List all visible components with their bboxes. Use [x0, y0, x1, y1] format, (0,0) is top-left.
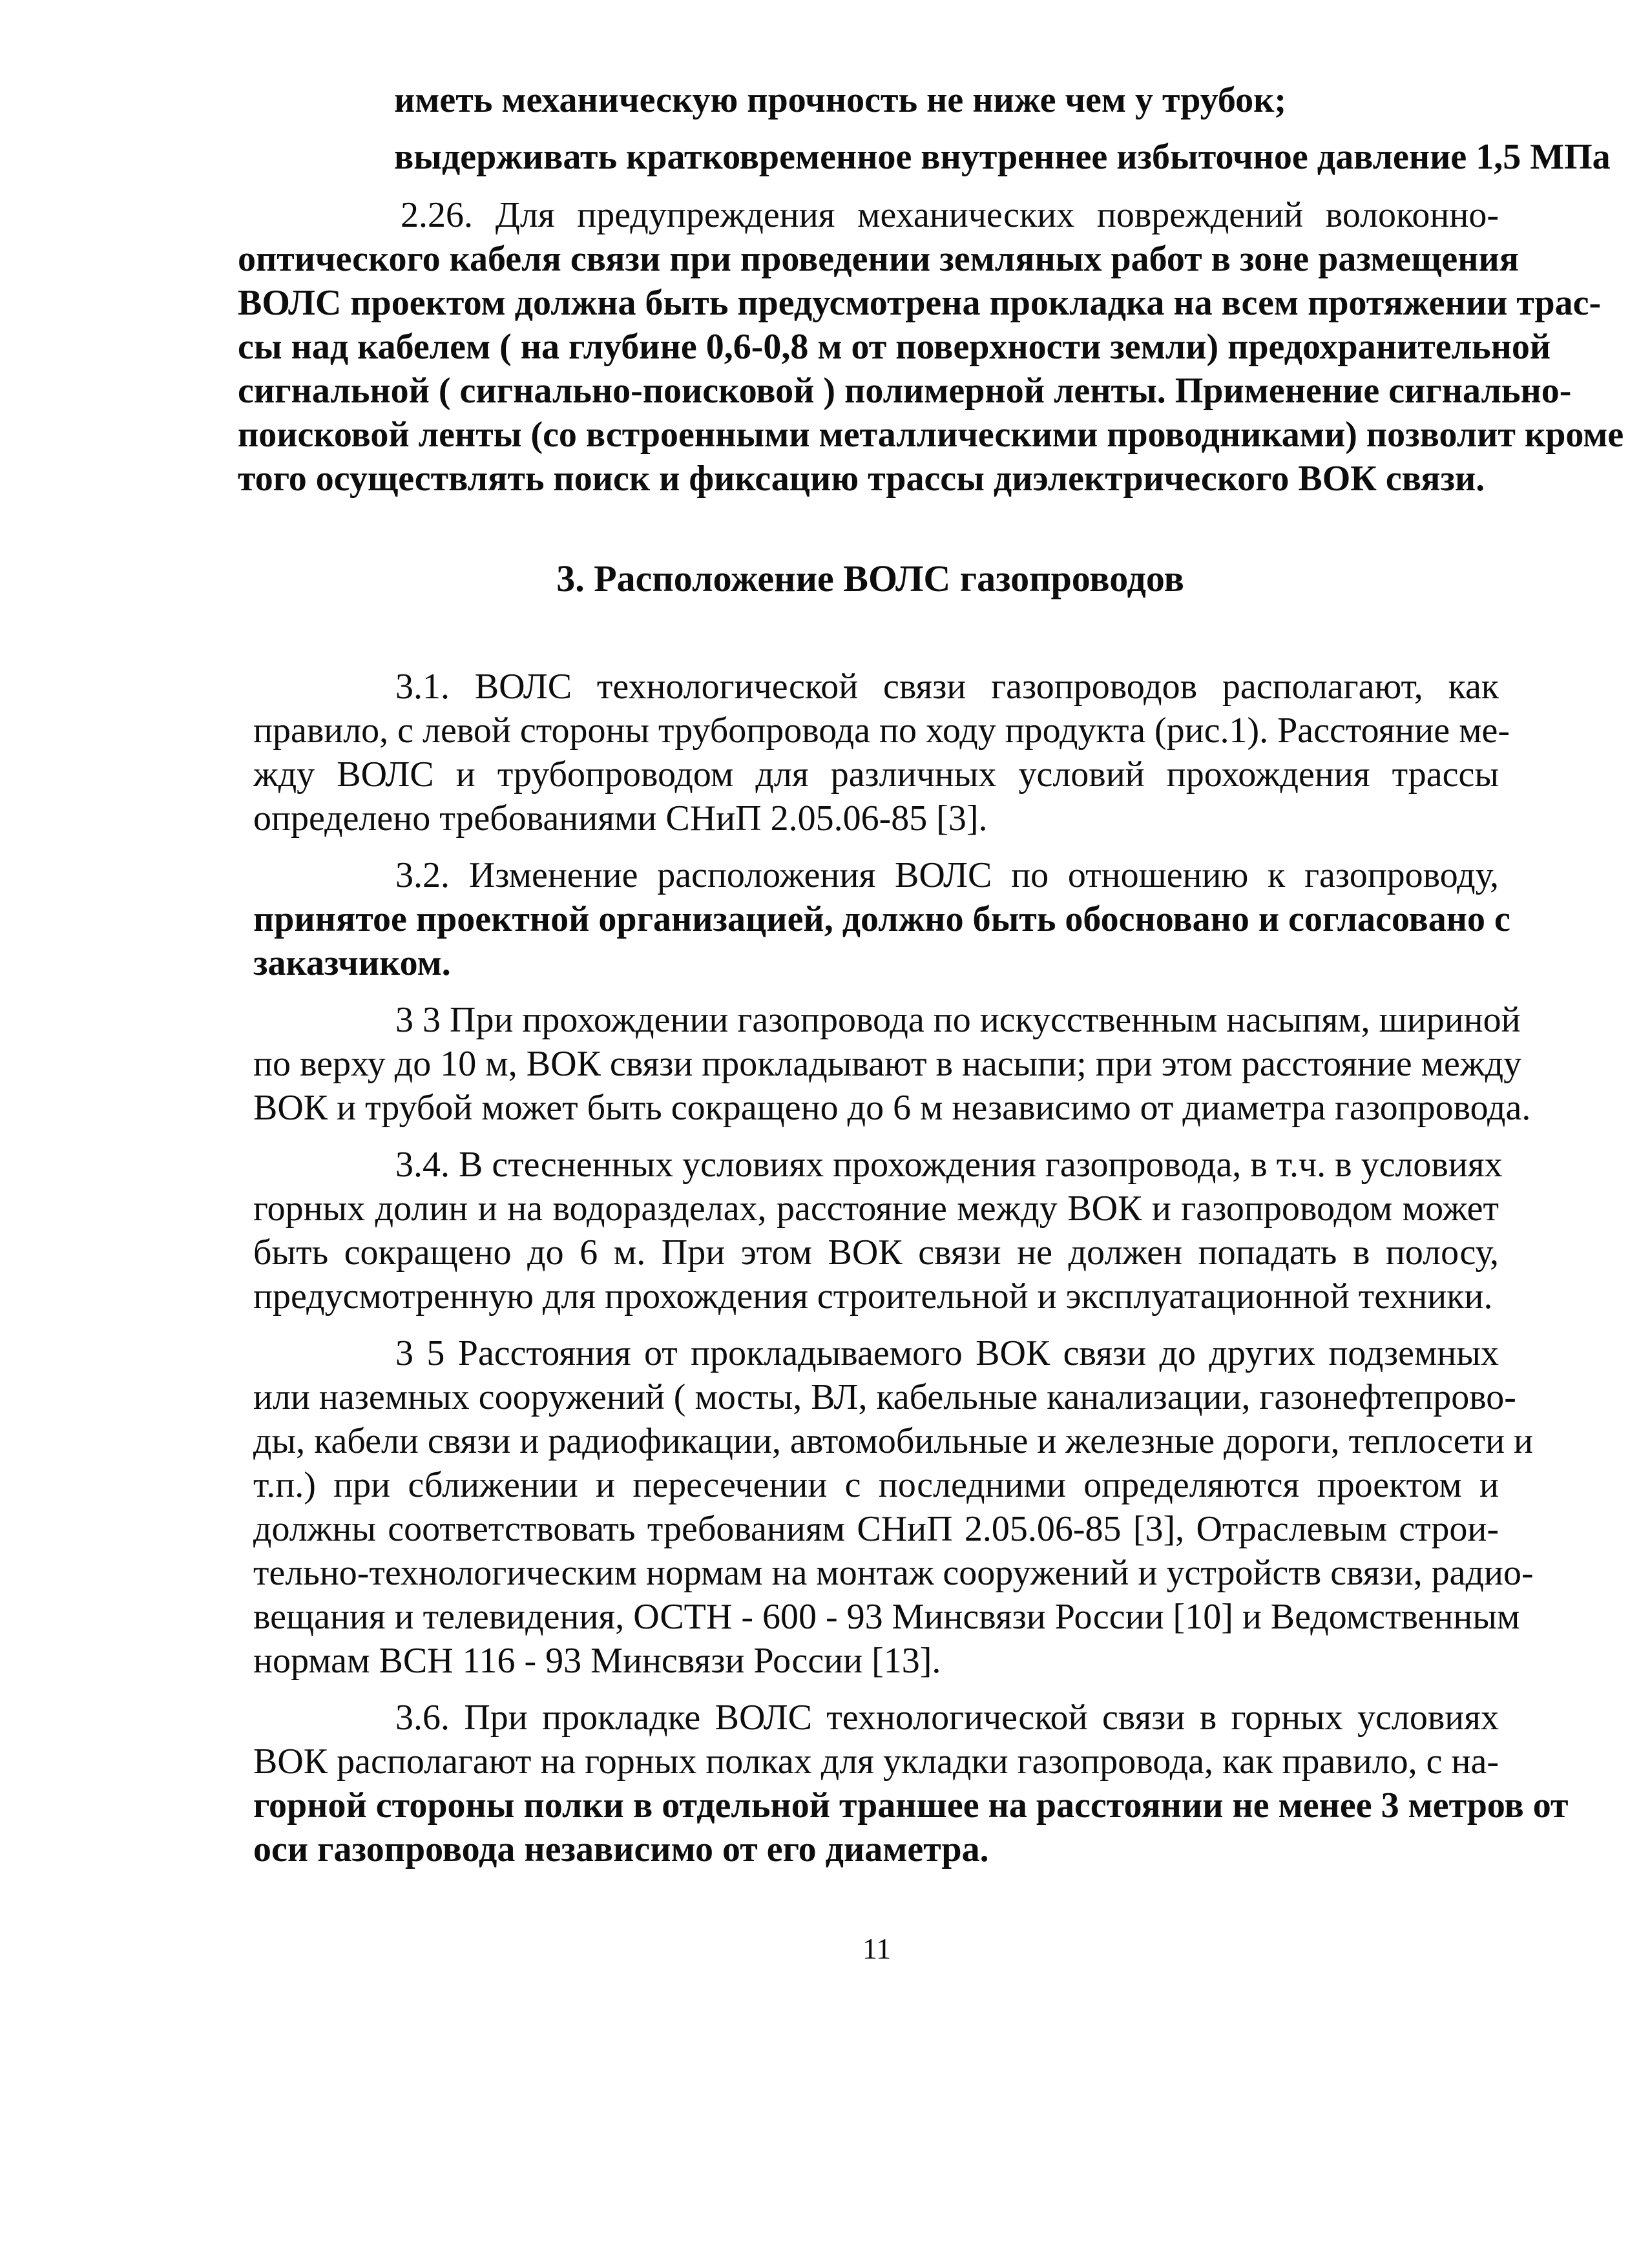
text-line: определено требованиями СНиП 2.05.06-85 [3]. [253, 798, 988, 838]
text-line: 3.1. ВОЛС технологической связи газопроводов располагают, как [395, 667, 1499, 707]
text-line: 3.4. В стесненных условиях прохождения газопровода, в т.ч. в условиях [395, 1145, 1503, 1185]
section-heading: 3. Расположение ВОЛС газопроводов [556, 557, 1184, 599]
text-line: по верху до 10 м, ВОК связи прокладывают в насыпи; при этом расстояние между [253, 1044, 1522, 1084]
text-line: ВОК и трубой может быть сокращено до 6 м независимо от диаметра газопровода. [253, 1088, 1531, 1128]
text-line: 3.2. Изменение расположения ВОЛС по отношению к газопроводу, [395, 855, 1499, 895]
text-line: ВОК располагают на горных полках для укладки газопровода, как правило, с на- [253, 1742, 1499, 1782]
text-line: 3 3 При прохождении газопровода по искусственным насыпям, шириной [395, 1000, 1521, 1040]
text-line: 3 5 Расстояния от прокладываемого ВОК связи до других подземных [395, 1333, 1499, 1373]
text-line: того осуществлять поиск и фиксацию трассы диэлектрического ВОК связи. [238, 459, 1485, 499]
text-line: горной стороны полки в отдельной траншее на расстоянии не менее 3 метров от [253, 1785, 1569, 1826]
text-line: т.п.) при сближении и пересечении с последними определяются проектом и [253, 1465, 1499, 1505]
text-line: нормам ВСН 116 - 93 Минсвязи России [13]. [253, 1641, 941, 1681]
text-line: предусмотренную для прохождения строительной и эксплуатационной техники. [253, 1276, 1493, 1316]
text-line: горных долин и на водоразделах, расстояние между ВОК и газопроводом может [253, 1189, 1499, 1229]
text-line: 2.26. Для предупреждения механических повреждений волоконно- [401, 195, 1499, 235]
text-line: оси газопровода независимо от его диаметра. [253, 1829, 989, 1869]
page-number: 11 [862, 1932, 892, 1965]
text-line: оптического кабеля связи при проведении земляных работ в зоне размещения [238, 239, 1519, 279]
text-line: правило, с левой стороны трубопровода по ходу продукта (рис.1). Расстояние ме- [253, 711, 1510, 751]
text-line: или наземных сооружений ( мосты, ВЛ, кабельные канализации, газонефтепрово- [253, 1377, 1516, 1417]
text-line: ВОЛС проектом должна быть предусмотрена прокладка на всем протяжении трас- [238, 283, 1602, 323]
text-line: тельно-технологическим нормам на монтаж сооружений и устройств связи, радио- [253, 1553, 1534, 1593]
text-line: жду ВОЛС и трубопроводом для различных условий прохождения трассы [253, 754, 1499, 795]
text-line: сигнальной ( сигнально-поисковой ) полимерной ленты. Применение сигнально- [238, 371, 1572, 411]
text-line: выдерживать кратковременное внутреннее избыточное давление 1,5 МПа [394, 137, 1611, 177]
text-line: принятое проектной организацией, должно быть обосновано и согласовано с [253, 899, 1510, 939]
text-line: вещания и телевидения, ОСТН - 600 - 93 Минсвязи России [10] и Ведомственным [253, 1597, 1520, 1637]
text-line: ды, кабели связи и радиофикации, автомобильные и железные дороги, теплосети и [253, 1421, 1534, 1461]
text-line: заказчиком. [253, 943, 451, 983]
text-line: быть сокращено до 6 м. При этом ВОК связи не должен попадать в полосу, [253, 1233, 1499, 1273]
text-line: сы над кабелем ( на глубине 0,6-0,8 м от поверхности земли) предохранительной [238, 327, 1551, 367]
text-line: иметь механическую прочность не ниже чем у трубок; [394, 80, 1287, 120]
text-line: 3.6. При прокладке ВОЛС технологической связи в горных условиях [395, 1698, 1499, 1738]
text-line: должны соответствовать требованиям СНиП 2.05.06-85 [3], Отраслевым строи- [253, 1509, 1499, 1549]
text-line: поисковой ленты (со встроенными металлическими проводниками) позволит кроме [238, 415, 1624, 455]
